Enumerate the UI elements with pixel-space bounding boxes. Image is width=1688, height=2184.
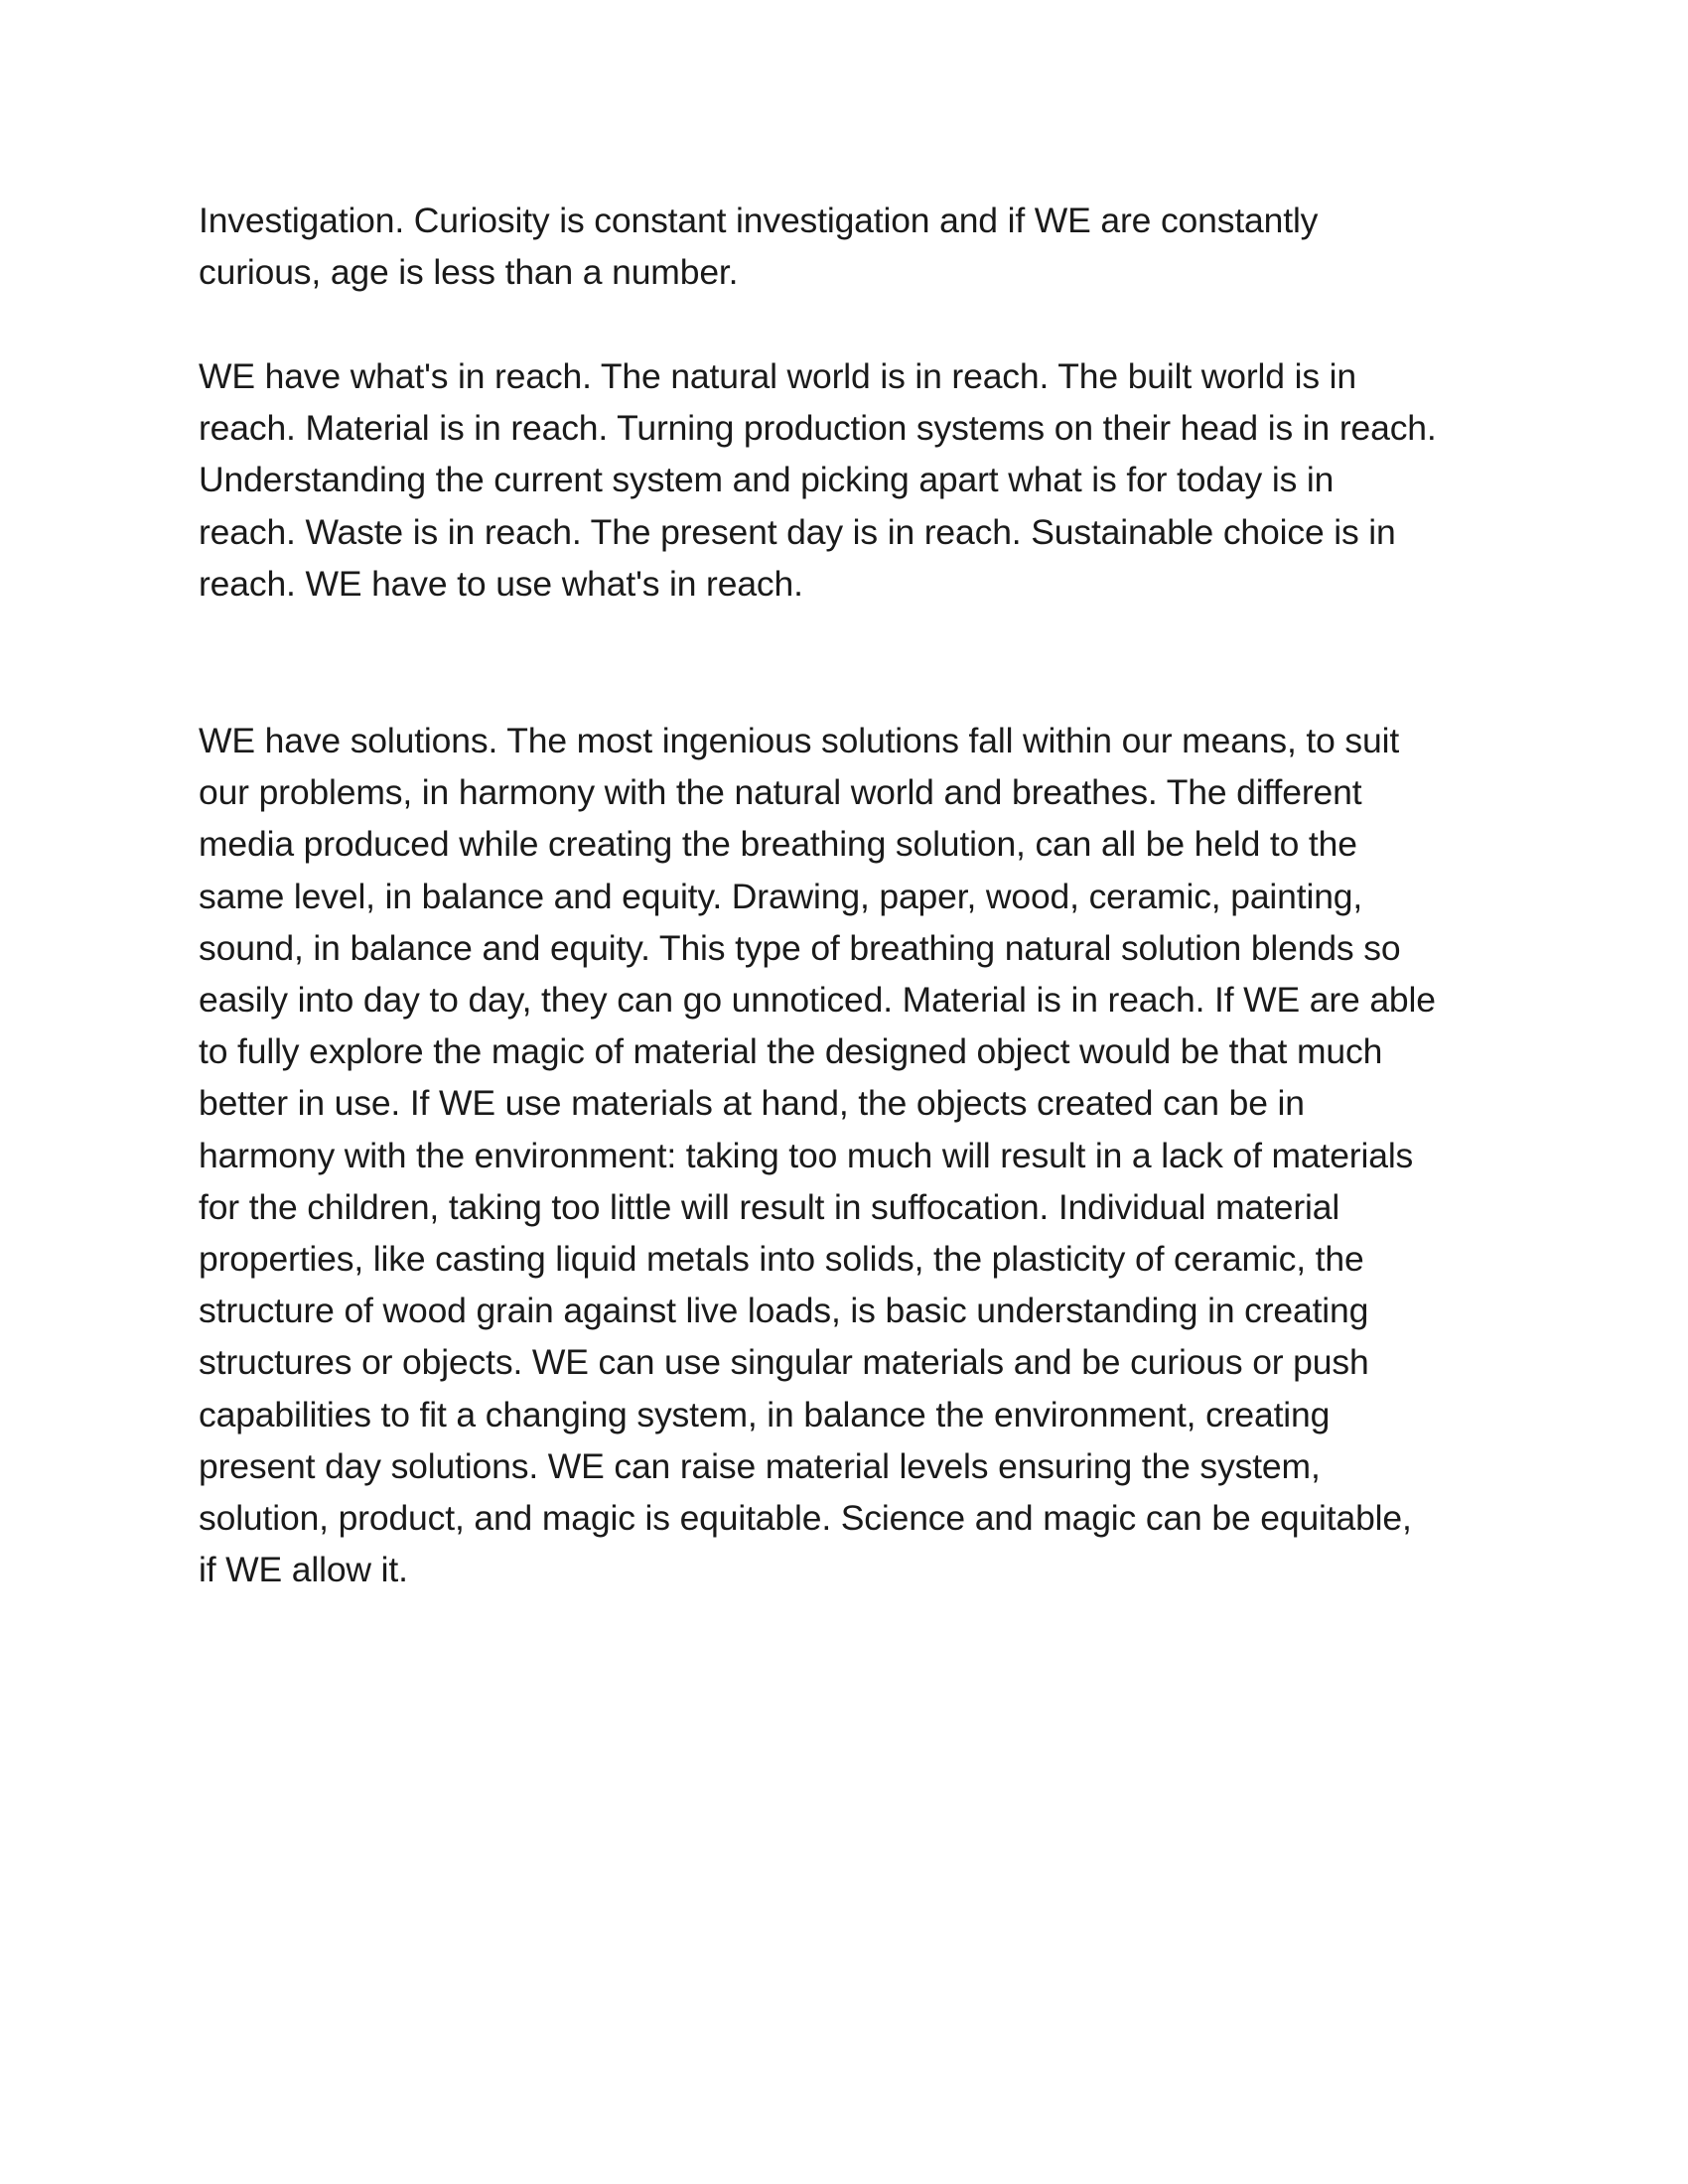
text-line: present day solutions. WE can raise material levels ensuring the system,: [199, 1445, 1321, 1486]
text-line: reach. WE have to use what's in reach.: [199, 563, 803, 604]
paragraph-in-reach: [199, 350, 1489, 610]
text-line: WE have what's in reach. The natural world is in reach. The built world is in: [199, 356, 1356, 396]
text-line: Investigation. Curiosity is constant investigation and if WE are constantly: [199, 201, 1319, 240]
text-line: sound, in balance and equity. This type of breathing natural solution blends so: [199, 927, 1401, 968]
paragraph-solutions: [199, 715, 1489, 1595]
paragraph-investigation: [199, 195, 1489, 298]
text-line: solution, product, and magic is equitable. Science and magic can be equitable,: [199, 1498, 1412, 1539]
text-line: to fully explore the magic of material the designed object would be that much: [199, 1031, 1383, 1072]
text-line: Understanding the current system and picking apart what is for today is in: [199, 460, 1335, 500]
text-line: our problems, in harmony with the natural world and breathes. The different: [199, 772, 1362, 813]
text-line: harmony with the environment: taking too much will result in a lack of materials: [199, 1135, 1414, 1175]
text-line: curious, age is less than a number.: [199, 252, 739, 293]
text-line: WE have solutions. The most ingenious solutions fall within our means, to suit: [199, 721, 1400, 760]
text-line: better in use. If WE use materials at hand, the objects created can be in: [199, 1083, 1305, 1124]
text-line: same level, in balance and equity. Drawing, paper, wood, ceramic, painting,: [199, 876, 1363, 916]
text-line: easily into day to day, they can go unnoticed. Material is in reach. If WE are able: [199, 980, 1436, 1021]
text-line: properties, like casting liquid metals into solids, the plasticity of ceramic, the: [199, 1239, 1364, 1280]
text-line: structure of wood grain against live loads, is basic understanding in creating: [199, 1291, 1369, 1331]
text-line: reach. Waste is in reach. The present day is in reach. Sustainable choice is in: [199, 511, 1396, 552]
text-line: capabilities to fit a changing system, in balance the environment, creating: [199, 1394, 1331, 1434]
text-line: for the children, taking too little will result in suffocation. Individual material: [199, 1186, 1340, 1227]
text-line: structures or objects. WE can use singular materials and be curious or push: [199, 1342, 1369, 1383]
text-line: if WE allow it.: [199, 1550, 408, 1590]
text-line: media produced while creating the breathing solution, can all be held to the: [199, 824, 1357, 865]
text-line: reach. Material is in reach. Turning production systems on their head is in reach.: [199, 408, 1437, 449]
